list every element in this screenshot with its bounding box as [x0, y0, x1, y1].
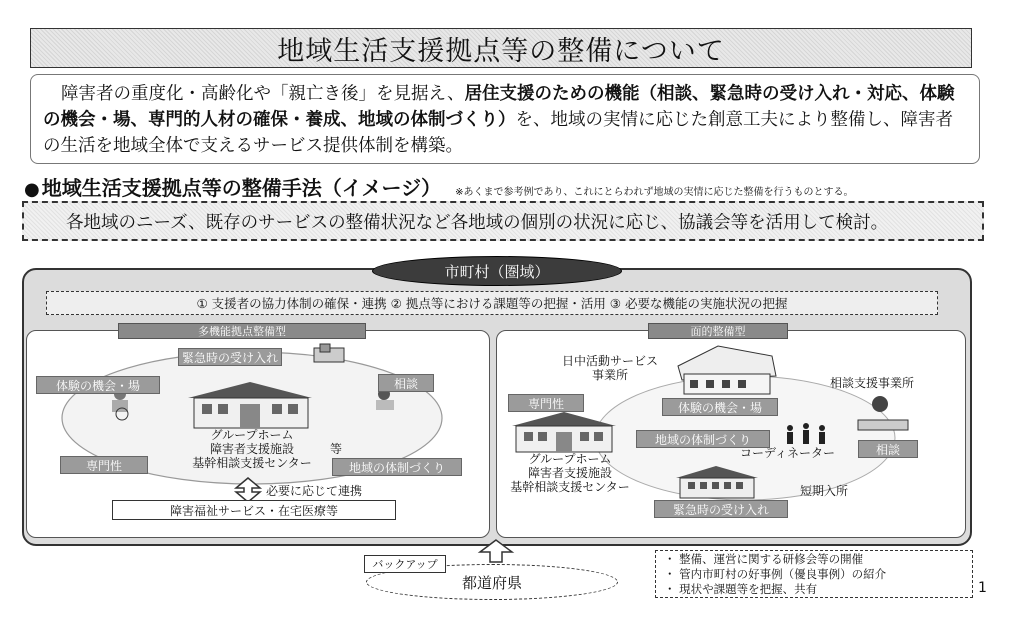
- left-tag-specialist: 専門性: [60, 456, 148, 474]
- coordinator-text: コーディネーター: [740, 446, 836, 460]
- right-tag-consult: 相談: [858, 440, 918, 458]
- left-facility-text: [182, 428, 322, 470]
- day-service-text: [560, 354, 660, 382]
- left-facility-line-2: 障害者支援施設: [209, 442, 294, 456]
- short-stay-text: 短期入所: [800, 484, 849, 498]
- left-facility-line-1: グループホーム: [210, 428, 294, 442]
- left-tag-consult: 相談: [378, 374, 434, 392]
- link-label: 必要に応じて連携: [266, 484, 363, 498]
- ambulance-icon: [314, 344, 344, 362]
- prefecture-oval: 都道府県: [366, 564, 618, 600]
- multi-function-label: 多機能拠点整備型: [118, 323, 366, 339]
- page-number: 1: [978, 580, 987, 596]
- left-facility-line-3: 基幹相談支援センター: [192, 456, 312, 470]
- support-item-2: ・ 管内市町村の好事例（優良事例）の紹介: [664, 567, 887, 581]
- day-service-line-1: 日中活動サービス: [561, 354, 658, 368]
- section-heading-text: 地域生活支援拠点等の整備手法（イメージ）: [41, 176, 442, 200]
- consult-box: 各地域のニーズ、既存のサービスの整備状況など各地域の個別の状況に応じ、協議会等を活用して検討。: [22, 201, 984, 241]
- left-tag-experience: 体験の機会・場: [36, 376, 160, 394]
- day-service-line-2: 事業所: [591, 368, 628, 382]
- right-facility-line-3: 基幹相談支援センター: [510, 480, 630, 494]
- right-tag-community: 地域の体制づくり: [636, 430, 770, 448]
- backup-label: バックアップ: [364, 555, 446, 573]
- intro-text-bold: 居住支援のための機能（相談、緊急時の受け入れ・対応、体験の機会・場、専門的人材の確保・養成、地域の体制づくり）: [43, 84, 955, 130]
- service-box: 障害福祉サービス・在宅医療等: [112, 500, 396, 520]
- consult-office-text: 相談支援事業所: [830, 376, 915, 390]
- right-facility-text: [500, 452, 640, 494]
- section-note: ※あくまで参考例であり、これにとらわれず地域の実情に応じた整備を行うものとする。: [455, 187, 854, 198]
- right-tag-emergency: 緊急時の受け入れ: [654, 500, 788, 518]
- area-type-label: 面的整備型: [648, 323, 788, 339]
- backup-arrow-icon: [480, 540, 512, 562]
- day-service-house-icon: [678, 346, 776, 394]
- support-item-1: ・ 整備、運営に関する研修会等の開催: [664, 552, 864, 566]
- intro-text-1: 障害者の重度化・高齢化や「親亡き後」を見据え、: [61, 84, 465, 104]
- page-title: 地域生活支援拠点等の整備について: [30, 28, 972, 68]
- steps-box: ① 支援者の協力体制の確保・連携 ② 拠点等における課題等の把握・活用 ③ 必要な機能の実施状況の把握: [46, 291, 938, 315]
- left-tag-emergency: 緊急時の受け入れ: [178, 348, 282, 366]
- right-group-home-icon: [512, 412, 616, 452]
- right-facility-line-1: グループホーム: [528, 452, 612, 466]
- left-tag-community: 地域の体制づくり: [332, 458, 462, 476]
- bullet-icon: ●: [24, 179, 40, 200]
- right-facility-line-2: 障害者支援施設: [527, 466, 612, 480]
- support-item-3: ・ 現状や課題等を把握、共有: [664, 582, 818, 596]
- right-tag-experience: 体験の機会・場: [662, 398, 778, 416]
- right-tag-specialist: 専門性: [508, 394, 584, 412]
- intro-text-2: を、地域の実情に応じた創意工夫により整備し、障害者の生活を地域全体で支えるサービス提供体制を構築。: [43, 110, 953, 156]
- support-list: [655, 550, 973, 598]
- left-etc-text: 等: [330, 442, 343, 456]
- municipality-label: 市町村（圏域）: [372, 256, 622, 286]
